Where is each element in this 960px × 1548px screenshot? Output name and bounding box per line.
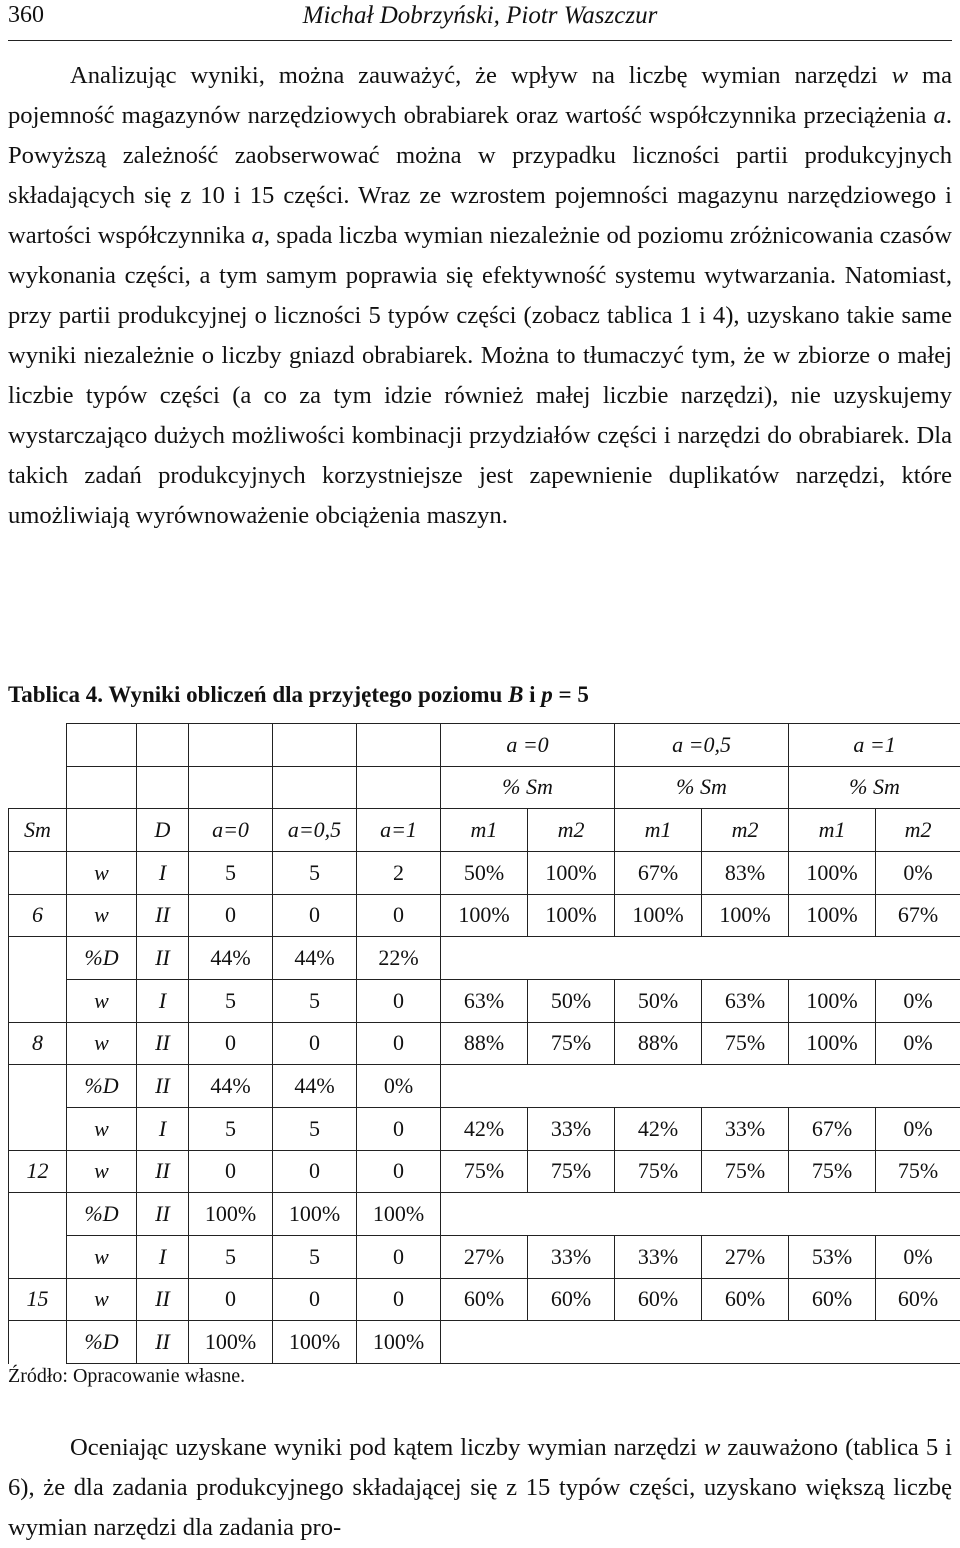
text-run: Analizując wyniki, można zauważyć, że wpływ na liczbę wymian narzędzi bbox=[70, 62, 892, 89]
table-cell: w bbox=[67, 1022, 137, 1065]
table-cell: w bbox=[67, 1107, 137, 1150]
table-cell: II bbox=[137, 1022, 189, 1065]
header-a1: a =1 bbox=[789, 724, 960, 767]
table-cell: 0 bbox=[357, 1022, 441, 1065]
results-table bbox=[8, 723, 960, 1364]
table-cell: 44% bbox=[189, 937, 273, 980]
table-cell: 88% bbox=[615, 1022, 702, 1065]
table-cell: I bbox=[137, 1107, 189, 1150]
table-cell: 0% bbox=[876, 1235, 960, 1278]
table-cell: 0% bbox=[876, 1022, 960, 1065]
table-cell: 100% bbox=[615, 894, 702, 937]
table-cell: 88% bbox=[441, 1022, 528, 1065]
table-cell: 44% bbox=[273, 1065, 357, 1108]
table-cell: 5 bbox=[273, 851, 357, 894]
col-header: m1 bbox=[789, 809, 876, 852]
table-cell bbox=[9, 1193, 67, 1236]
table-cell: 100% bbox=[528, 894, 615, 937]
table-cell: 2 bbox=[357, 851, 441, 894]
table-cell: II bbox=[137, 937, 189, 980]
text-run: . Powyższą zależność zaobserwować można w przypadku liczności partii produkcyjnych składających się z 10 i 15 części. Wraz ze wzrostem pojemności magazynu narzędziowego i wartości współczynnika bbox=[8, 102, 952, 249]
col-header: m1 bbox=[441, 809, 528, 852]
table-cell: 75% bbox=[528, 1022, 615, 1065]
text-run: , spada liczba wymian niezależnie od poziomu zróżnicowania czasów wykonania części, a tym samym poprawia się efektywność systemu wytwarzania. Natomiast, przy partii produkcyjnej o liczności 5 typów części (zobacz tablica 1 i 4), uzyskano takie same wyniki niezależnie o liczby gniazd obrabiarek. Można to tłumaczyć tym, że w zbiorze o małej liczbie typów części (a co za tym idzie również małej liczbie narzędzi), nie uzyskujemy wystarczająco dużych możliwości kombinacji przydziałów części i narzędzi do obrabiarek. Dla takich zadań produkcyjnych korzystniejsze jest zapewnienie duplikatów narzędzi, które umożliwiają wyrównoważenie obciążenia maszyn. bbox=[8, 222, 952, 529]
col-header: m2 bbox=[876, 809, 960, 852]
table-cell: 44% bbox=[273, 937, 357, 980]
table-cell: %D bbox=[67, 937, 137, 980]
col-header: a=1 bbox=[357, 809, 441, 852]
header-sm: % Sm bbox=[789, 766, 960, 809]
table-cell: 0% bbox=[876, 1107, 960, 1150]
table-cell: 33% bbox=[615, 1235, 702, 1278]
table-cell: 63% bbox=[441, 979, 528, 1022]
table-cell: 0 bbox=[357, 1278, 441, 1321]
table-row bbox=[9, 1235, 960, 1278]
table-cell: 0 bbox=[189, 1022, 273, 1065]
table-cell: I bbox=[137, 979, 189, 1022]
header-a0: a =0 bbox=[441, 724, 615, 767]
table-cell: 100% bbox=[702, 894, 789, 937]
table-cell: 0 bbox=[357, 979, 441, 1022]
table-cell: 83% bbox=[702, 851, 789, 894]
symbol-w: w bbox=[892, 62, 908, 89]
table-cell: 0 bbox=[357, 1150, 441, 1193]
table-cell: 100% bbox=[357, 1193, 441, 1236]
text-run: Oceniając uzyskane wyniki pod kątem liczby wymian narzędzi bbox=[70, 1434, 704, 1461]
table-cell: II bbox=[137, 1065, 189, 1108]
table-cell: 8 bbox=[9, 1022, 67, 1065]
table-cell: 0 bbox=[357, 1235, 441, 1278]
table-cell: 27% bbox=[441, 1235, 528, 1278]
symbol-B: B bbox=[508, 682, 523, 707]
running-head-authors: Michał Dobrzyński, Piotr Waszczur bbox=[8, 2, 952, 30]
symbol-a: a bbox=[934, 102, 946, 129]
table-cell: II bbox=[137, 1150, 189, 1193]
table-cell: 100% bbox=[789, 851, 876, 894]
table-cell: %D bbox=[67, 1065, 137, 1108]
table-cell: 5 bbox=[273, 979, 357, 1022]
empty-span-cell bbox=[441, 1065, 960, 1108]
table-cell: 22% bbox=[357, 937, 441, 980]
caption-text: = 5 bbox=[553, 682, 589, 707]
table-cell: 5 bbox=[189, 851, 273, 894]
table-cell: 50% bbox=[615, 979, 702, 1022]
table-cell: 67% bbox=[876, 894, 960, 937]
col-header: Sm bbox=[9, 809, 67, 852]
text-run: ma pojemność magazynów narzędziowych obrabiarek oraz wartość współczynnika przeciążenia bbox=[8, 62, 952, 129]
table-cell: 0 bbox=[273, 894, 357, 937]
table-cell: 44% bbox=[189, 1065, 273, 1108]
header-row-sm bbox=[9, 766, 960, 809]
table-cell: 100% bbox=[273, 1193, 357, 1236]
table-cell: w bbox=[67, 1278, 137, 1321]
table-cell: 100% bbox=[789, 979, 876, 1022]
table-cell: II bbox=[137, 1278, 189, 1321]
symbol-w: w bbox=[704, 1434, 720, 1461]
table-cell: 15 bbox=[9, 1278, 67, 1321]
table-cell: 50% bbox=[528, 979, 615, 1022]
header-sm: % Sm bbox=[441, 766, 615, 809]
table-cell: w bbox=[67, 1150, 137, 1193]
table-cell: 27% bbox=[702, 1235, 789, 1278]
table-cell: 75% bbox=[615, 1150, 702, 1193]
table-cell: II bbox=[137, 1321, 189, 1364]
table-cell: 75% bbox=[702, 1022, 789, 1065]
table-cell bbox=[9, 1321, 67, 1364]
table-cell: w bbox=[67, 851, 137, 894]
caption-text: i bbox=[523, 682, 541, 707]
table-row bbox=[9, 979, 960, 1022]
table-cell: 0 bbox=[189, 1150, 273, 1193]
table-cell: 0 bbox=[273, 1278, 357, 1321]
table-cell: 50% bbox=[441, 851, 528, 894]
table-cell: 5 bbox=[273, 1107, 357, 1150]
table-row bbox=[9, 894, 960, 937]
table-row bbox=[9, 851, 960, 894]
table-cell: 0 bbox=[189, 1278, 273, 1321]
caption-text: Tablica 4. Wyniki obliczeń dla przyjętego poziomu bbox=[8, 682, 508, 707]
table-cell: 67% bbox=[615, 851, 702, 894]
table-cell: II bbox=[137, 1193, 189, 1236]
table-cell: I bbox=[137, 1235, 189, 1278]
table-cell: 0% bbox=[357, 1065, 441, 1108]
table-cell: 42% bbox=[441, 1107, 528, 1150]
table-cell: 60% bbox=[789, 1278, 876, 1321]
table-row bbox=[9, 1278, 960, 1321]
table-cell: II bbox=[137, 894, 189, 937]
col-header: m2 bbox=[702, 809, 789, 852]
header-a05: a =0,5 bbox=[615, 724, 789, 767]
table-cell: w bbox=[67, 979, 137, 1022]
table-cell: 0% bbox=[876, 979, 960, 1022]
page-header bbox=[8, 0, 952, 41]
table-cell: 100% bbox=[441, 894, 528, 937]
table-caption bbox=[8, 682, 589, 708]
table-cell: 33% bbox=[528, 1235, 615, 1278]
table-cell: 60% bbox=[441, 1278, 528, 1321]
symbol-p: p bbox=[541, 682, 553, 707]
empty-span-cell bbox=[441, 937, 960, 980]
table-cell: 6 bbox=[9, 894, 67, 937]
table-cell: 67% bbox=[789, 1107, 876, 1150]
spacer-cell bbox=[67, 809, 137, 852]
col-header: a=0 bbox=[189, 809, 273, 852]
body-paragraph-2 bbox=[8, 1428, 952, 1548]
table-cell: 100% bbox=[789, 894, 876, 937]
table-row bbox=[9, 1150, 960, 1193]
table-cell: 100% bbox=[273, 1321, 357, 1364]
table-cell: w bbox=[67, 1235, 137, 1278]
col-header: m2 bbox=[528, 809, 615, 852]
table-cell: 75% bbox=[528, 1150, 615, 1193]
col-header: D bbox=[137, 809, 189, 852]
table-cell: 75% bbox=[789, 1150, 876, 1193]
table-cell: 0 bbox=[357, 894, 441, 937]
table-cell: 5 bbox=[189, 1107, 273, 1150]
symbol-a: a bbox=[252, 222, 264, 249]
table-cell bbox=[9, 979, 67, 1022]
table-cell: 60% bbox=[615, 1278, 702, 1321]
empty-span-cell bbox=[441, 1193, 960, 1236]
table-cell: 75% bbox=[441, 1150, 528, 1193]
table-cell: 12 bbox=[9, 1150, 67, 1193]
table-cell: 0 bbox=[273, 1022, 357, 1065]
table-cell: 100% bbox=[189, 1193, 273, 1236]
table-cell: 60% bbox=[702, 1278, 789, 1321]
table-cell: I bbox=[137, 851, 189, 894]
header-row-columns bbox=[9, 809, 960, 852]
table-cell: 5 bbox=[189, 979, 273, 1022]
table-source: Źródło: Opracowanie własne. bbox=[8, 1365, 245, 1388]
table-row bbox=[9, 1065, 960, 1108]
col-header: m1 bbox=[615, 809, 702, 852]
table-cell: 5 bbox=[273, 1235, 357, 1278]
table-cell: 63% bbox=[702, 979, 789, 1022]
col-header: a=0,5 bbox=[273, 809, 357, 852]
page-number: 360 bbox=[8, 2, 44, 29]
table-row bbox=[9, 1321, 960, 1364]
table-cell: w bbox=[67, 894, 137, 937]
table-cell: 100% bbox=[789, 1022, 876, 1065]
table-cell: %D bbox=[67, 1321, 137, 1364]
table-cell: %D bbox=[67, 1193, 137, 1236]
text-run: zauważono (tablica 5 i 6), że dla zadania produkcyjnego składającej się z 15 typów części, uzyskano większą liczbę wymian narzędzi dla zadania pro- bbox=[8, 1434, 952, 1541]
table-cell: 60% bbox=[528, 1278, 615, 1321]
table-cell: 33% bbox=[702, 1107, 789, 1150]
table-cell: 53% bbox=[789, 1235, 876, 1278]
table-row bbox=[9, 1193, 960, 1236]
table-cell: 33% bbox=[528, 1107, 615, 1150]
table-row bbox=[9, 937, 960, 980]
table-cell bbox=[9, 1235, 67, 1278]
header-sm: % Sm bbox=[615, 766, 789, 809]
table-cell bbox=[9, 851, 67, 894]
table-cell: 100% bbox=[189, 1321, 273, 1364]
table-row bbox=[9, 1107, 960, 1150]
table-cell: 0 bbox=[357, 1107, 441, 1150]
table-cell bbox=[9, 1107, 67, 1150]
empty-span-cell bbox=[441, 1321, 960, 1364]
table-cell: 0 bbox=[273, 1150, 357, 1193]
table-cell: 42% bbox=[615, 1107, 702, 1150]
table-cell: 0% bbox=[876, 851, 960, 894]
table-cell: 75% bbox=[702, 1150, 789, 1193]
table-cell: 5 bbox=[189, 1235, 273, 1278]
table-cell bbox=[9, 937, 67, 980]
header-row-a bbox=[9, 724, 960, 767]
table-cell: 60% bbox=[876, 1278, 960, 1321]
table-cell: 100% bbox=[357, 1321, 441, 1364]
table-cell: 100% bbox=[528, 851, 615, 894]
table-cell bbox=[9, 1065, 67, 1108]
table-row bbox=[9, 1022, 960, 1065]
body-paragraph-1 bbox=[8, 56, 952, 536]
table-cell: 75% bbox=[876, 1150, 960, 1193]
table-cell: 0 bbox=[189, 894, 273, 937]
